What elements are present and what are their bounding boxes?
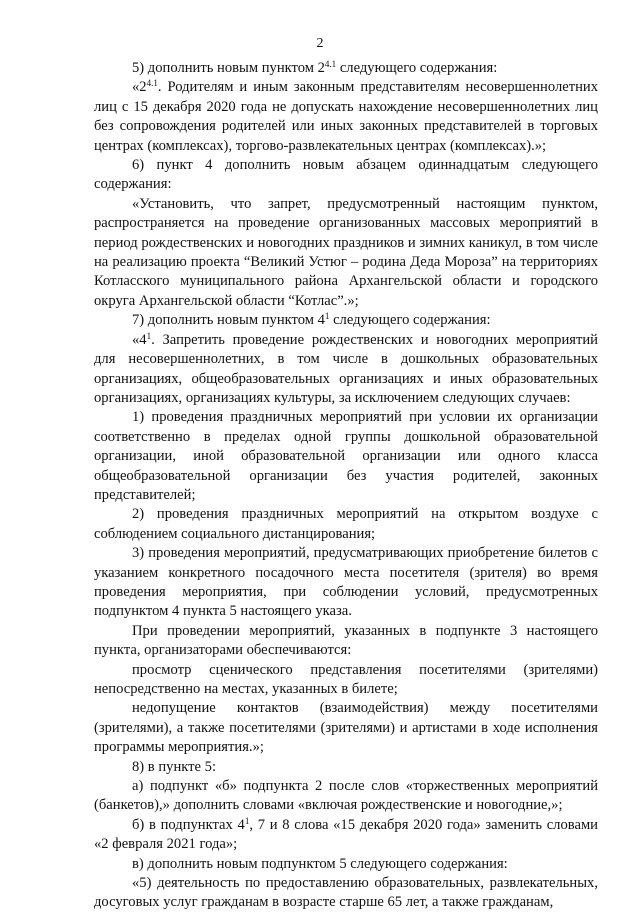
paragraph-text: 8) в пункте 5: [132, 758, 217, 775]
paragraph [94, 331, 598, 409]
paragraph-text: просмотр сценического представления посетителями (зрителями) непосредственно на местах, указанных в билете; [94, 661, 598, 697]
paragraph-text: , 7 и 8 слова «15 декабря 2020 года» заменить словами «2 февраля 2021 года»; [94, 816, 598, 853]
paragraph [94, 156, 598, 195]
paragraph-text: 6) пункт 4 дополнить новым абзацем одиннадцатым следующего содержания: [94, 157, 598, 193]
paragraph [94, 699, 598, 757]
paragraph [94, 874, 598, 913]
paragraph-text: 7) дополнить новым пунктом 4 [132, 312, 325, 329]
paragraph-text: 1) проведения праздничных мероприятий при условии их организации соответственно в пределах одной группы дошкольной образовательной организации, иной образовательной организации или одного класса общеобразовательной организации без участия родителей, законных представителей; [94, 409, 598, 503]
paragraph-text: недопущение контактов (взаимодействия) между посетителями (зрителями), а также посетителями (зрителями) и артистами в ходе исполнения программы мероприятия.»; [94, 700, 598, 756]
paragraph-text: «Установить, что запрет, предусмотренный настоящим пунктом, распространяется на проведение организованных массовых мероприятий в период рождественских и новогодних праздников и зимних каникул, в том числе на реализацию проекта “Великий Устюг – родина Деда Мороза” на территориях Котласского муниципального района Архангельской области и городского округа Архангельской области “Котлас”.»; [94, 195, 598, 309]
superscript: 4.1 [324, 59, 337, 69]
paragraph-text: . Запретить проведение рождественских и новогодних мероприятий для несовершеннолетних, в том числе в дошкольных образовательных организациях, общеобразовательных организациях и иных образовательных организациях, организациях культуры, за исключением следующих случаев: [94, 331, 598, 406]
superscript: 1 [244, 815, 250, 826]
paragraph [94, 622, 598, 661]
paragraph-text: «4 [132, 331, 147, 348]
paragraph-text: «2 [132, 79, 147, 96]
superscript: 4.1 [146, 78, 158, 89]
paragraph-text: «5) деятельность по предоставлению образовательных, развлекательных, досуговых услуг гражданам в возрасте старше 65 лет, а также гражданам, [94, 875, 598, 911]
paragraph-text: а) подпункт «б» подпункта 2 после слов «торжественных мероприятий (банкетов),» дополнить словами «включая рождественские и новогодние,»; [94, 778, 598, 814]
paragraph [94, 544, 598, 622]
paragraph [94, 758, 598, 777]
paragraph [94, 311, 598, 330]
paragraph [94, 195, 598, 311]
superscript: 1 [146, 330, 152, 341]
paragraph [94, 505, 598, 544]
paragraph [94, 855, 598, 874]
paragraph [94, 408, 598, 505]
paragraph-text: 3) проведения мероприятий, предусматривающих приобретение билетов с указанием конкретного посадочного места посетителя (зрителя) во время проведения мероприятия, при соблюдении условий, предусмотренных подпунктом 4 пункта 5 настоящего указа. [94, 545, 598, 620]
paragraph [94, 816, 598, 855]
paragraph-text: в) дополнить новым подпунктом 5 следующего содержания: [132, 855, 508, 872]
paragraph-text: следующего содержания: [329, 312, 491, 329]
document-body [94, 59, 598, 913]
paragraph [94, 661, 598, 700]
paragraph [94, 777, 598, 816]
paragraph-text: 2) проведения праздничных мероприятий на открытом воздухе с соблюдением социального дистанцирования; [94, 506, 598, 542]
paragraph-text: При проведении мероприятий, указанных в подпункте 3 настоящего пункта, организаторами обеспечиваются: [94, 622, 598, 659]
paragraph-text: . Родителям и иным законным представителям несовершеннолетних лиц с 15 декабря 2020 года не допускать нахождение несовершеннолетних лиц без сопровождения родителей или иных законных представителей в торговых центрах (комплексах), торгово-развлекательных центрах (комплексах).»; [94, 79, 598, 154]
paragraph-text: б) в подпунктах 4 [132, 816, 245, 833]
paragraph [94, 59, 598, 78]
superscript: 1 [324, 311, 330, 322]
paragraph-text: 5) дополнить новым пунктом 2 [132, 60, 325, 76]
page-number: 2 [316, 36, 324, 51]
paragraph [94, 78, 598, 156]
paragraph-text: следующего содержания: [336, 60, 498, 76]
